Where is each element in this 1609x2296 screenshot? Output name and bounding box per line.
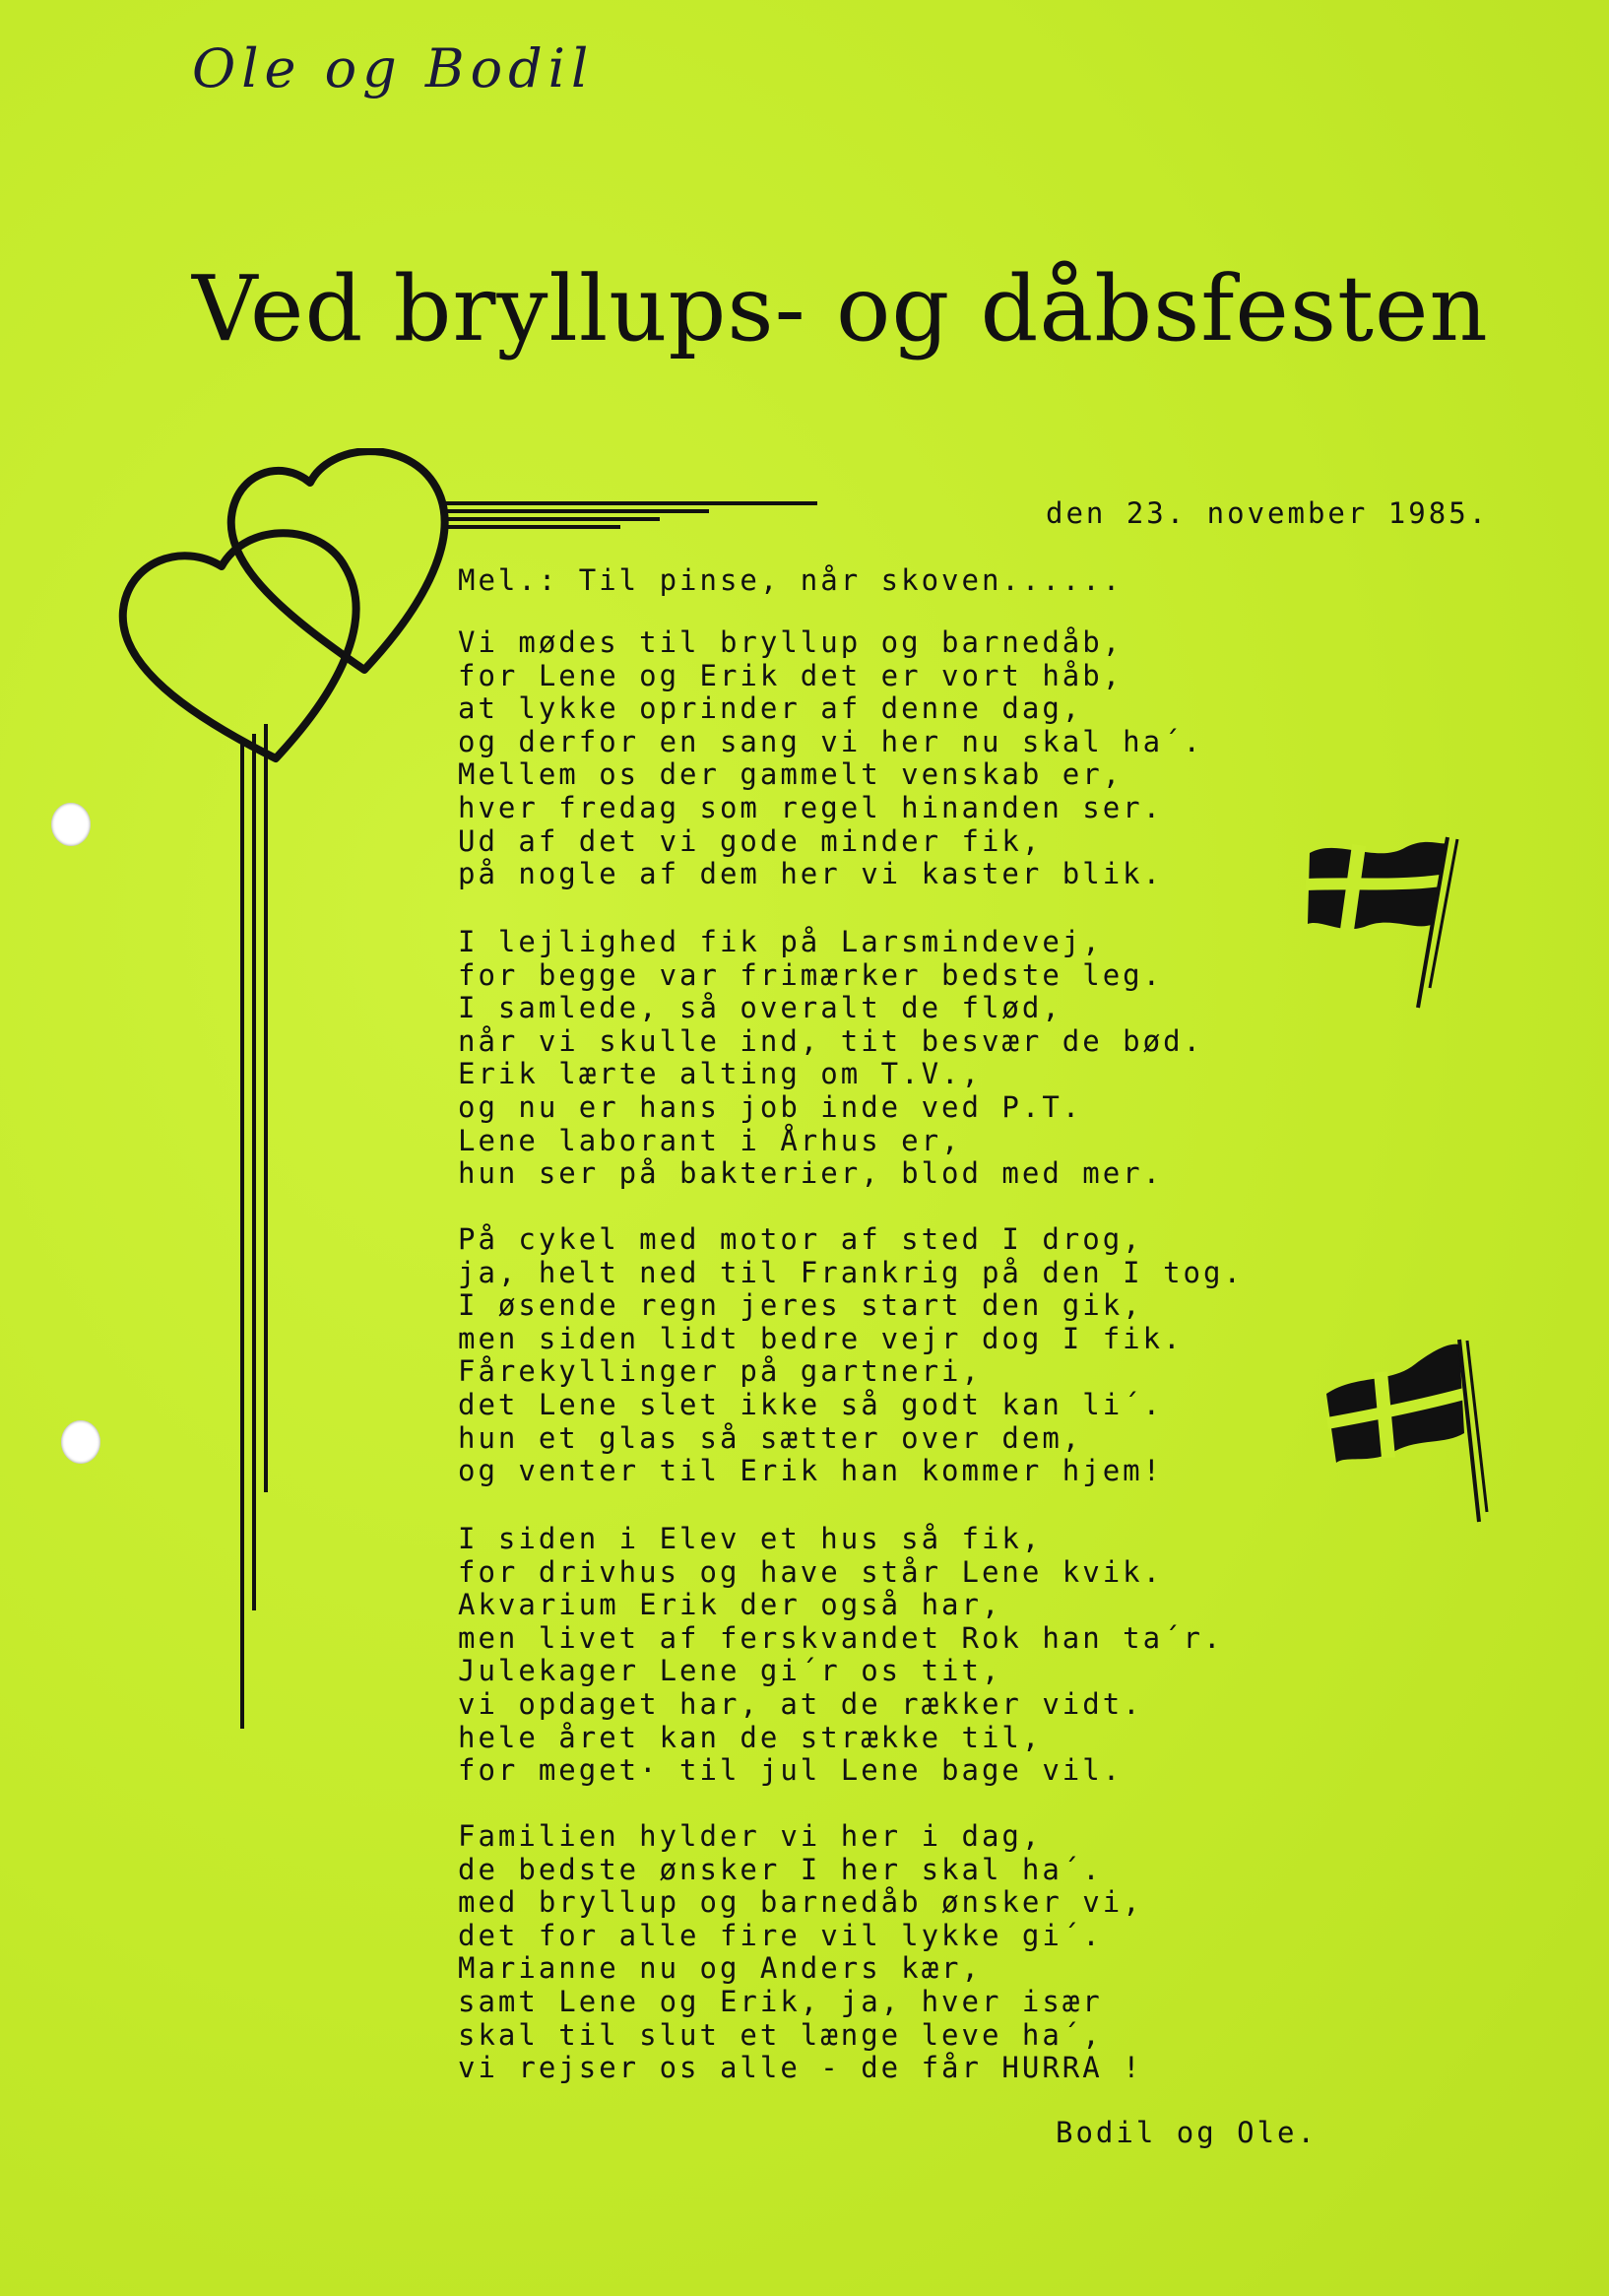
- verse-line: Akvarium Erik der også har,: [458, 1588, 1002, 1622]
- danish-flag-icon: [1298, 825, 1475, 1022]
- verse-line: hun ser på bakterier, blod med mer.: [458, 1156, 1164, 1191]
- verse-line: hele året kan de strække til,: [458, 1720, 1043, 1754]
- handwritten-note: Ole og Bodil: [192, 37, 595, 99]
- verse-line: og venter til Erik han kommer hjem!: [458, 1454, 1164, 1488]
- stanza-3: [458, 1223, 1244, 1488]
- verse-line: det for alle fire vil lykke gi´.: [458, 1918, 1103, 1952]
- punch-hole-top: [51, 803, 91, 846]
- verse-line: for begge var frimærker bedste leg.: [458, 957, 1164, 992]
- verse-line: vi rejser os alle - de får HURRA !: [458, 2051, 1143, 2085]
- verse-line: Julekager Lene gi´r os tit,: [458, 1654, 1002, 1688]
- verse-line: med bryllup og barnedåb ønsker vi,: [458, 1885, 1143, 1920]
- verse-line: vi opdaget har, at de rækker vidt.: [458, 1686, 1143, 1721]
- verse-line: når vi skulle ind, tit besvær de bød.: [458, 1023, 1204, 1058]
- verse-line: Ud af det vi gode minder fik,: [458, 823, 1043, 858]
- page-title: Ved bryllups- og dåbsfesten: [192, 256, 1489, 361]
- verse-line: skal til slut et længe leve ha´,: [458, 2017, 1103, 2052]
- verse-line: det Lene slet ikke så godt kan li´.: [458, 1387, 1164, 1421]
- verse-line: I øsende regn jeres start den gik,: [458, 1288, 1143, 1323]
- stanza-4: [458, 1523, 1223, 1788]
- verse-line: Marianne nu og Anders kær,: [458, 1951, 982, 1986]
- verse-line: ja, helt ned til Frankrig på den I tog.: [458, 1255, 1244, 1289]
- stanza-5: [458, 1820, 1143, 2085]
- verse-line: I samlede, så overalt de flød,: [458, 991, 1062, 1025]
- verse-line: Erik lærte alting om T.V.,: [458, 1057, 982, 1091]
- verse-line: hun et glas så sætter over dem,: [458, 1420, 1083, 1455]
- signature: Bodil og Ole.: [1056, 2116, 1318, 2149]
- verse-line: de bedste ønsker I her skal ha´.: [458, 1852, 1103, 1886]
- melody-line: Mel.: Til pinse, når skoven......: [458, 563, 1124, 597]
- verse-line: og nu er hans job inde ved P.T.: [458, 1089, 1083, 1124]
- danish-flag-icon: [1321, 1335, 1499, 1532]
- verse-line: I lejlighed fik på Larsmindevej,: [458, 925, 1103, 958]
- verse-line: for Lene og Erik det er vort håb,: [458, 658, 1124, 692]
- verse-line: og derfor en sang vi her nu skal ha´.: [458, 724, 1204, 758]
- date-line: den 23. november 1985.: [1046, 496, 1490, 530]
- punch-hole-bottom: [61, 1420, 100, 1464]
- verse-line: hver fredag som regel hinanden ser.: [458, 790, 1164, 824]
- verse-line: at lykke oprinder af denne dag,: [458, 691, 1083, 726]
- stanza-1: [458, 626, 1203, 891]
- verse-line: Mellem os der gammelt venskab er,: [458, 757, 1124, 792]
- verse-line: på nogle af dem her vi kaster blik.: [458, 857, 1164, 891]
- verse-line: Vi mødes til bryllup og barnedåb,: [458, 625, 1124, 659]
- verse-line: I siden i Elev et hus så fik,: [458, 1522, 1043, 1555]
- verse-line: Fårekyllinger på gartneri,: [458, 1354, 982, 1389]
- verse-line: samt Lene og Erik, ja, hver især: [458, 1984, 1103, 2018]
- verse-line: men siden lidt bedre vejr dog I fik.: [458, 1321, 1184, 1355]
- verse-line: for meget· til jul Lene bage vil.: [458, 1753, 1124, 1788]
- verse-line: Familien hylder vi her i dag,: [458, 1819, 1043, 1853]
- verse-line: men livet af ferskvandet Rok han ta´r.: [458, 1620, 1224, 1655]
- verse-line: På cykel med motor af sted I drog,: [458, 1222, 1143, 1256]
- stanza-2: [458, 926, 1203, 1191]
- verse-line: Lene laborant i Århus er,: [458, 1123, 962, 1157]
- verse-line: for drivhus og have står Lene kvik.: [458, 1554, 1164, 1589]
